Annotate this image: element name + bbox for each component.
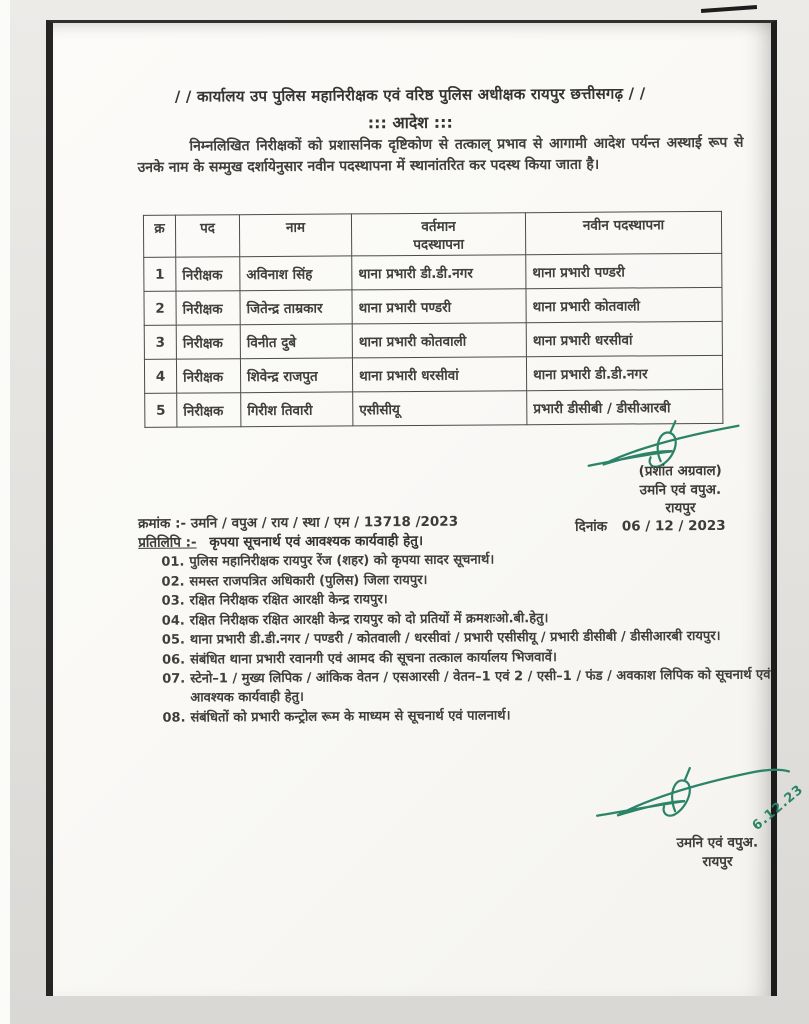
item-number: 03. <box>161 593 185 609</box>
table-row <box>144 287 722 325</box>
cell-name: गिरीश तिवारी <box>241 392 353 427</box>
item-text: संबंधितों को प्रभारी कन्ट्रोल रूम के माध्यम से सूचनार्थ एवं पालनार्थ। <box>190 707 511 726</box>
item-text: संबंधित थाना प्रभारी रवानगी एवं आमद की सूचना तत्काल कार्यालय भिजवावें। <box>189 649 557 668</box>
photo-left-strip <box>0 0 10 1024</box>
item-number: 05. <box>161 632 185 648</box>
top-edge-shadow <box>701 5 757 13</box>
table-row <box>144 253 722 291</box>
cell-new-posting: थाना प्रभारी डी.डी.नगर <box>526 355 722 390</box>
copy-to-line <box>138 531 423 551</box>
copy-to-label: प्रतिलिपि :- <box>138 534 197 551</box>
handwritten-date: 6.12.23 <box>749 782 807 834</box>
cell-new-posting: प्रभारी डीसीबी / डीसीआरबी <box>527 389 723 424</box>
intro-paragraph: निम्नलिखित निरीक्षकों को प्रशासनिक दृष्टिकोण से तत्काल् प्रभाव से आगामी आदेश पर्यन्त अस्थाई रूप से उनके नाम के सम्मुख दर्शायेनुसार नवीन पदस्थापना में स्थानांतरित कर पदस्थ किया जाता है। <box>137 134 744 176</box>
item-text: समस्त राजपत्रित अधिकारी (पुलिस) जिला रायपुर। <box>189 572 428 590</box>
signatory-name: (प्रशांत अग्रवाल) <box>638 462 722 480</box>
item-text: रक्षित निरीक्षक रक्षित आरक्षी केन्द्र रायपुर को दो प्रतियों में क्रमशःओ.बी.हेतु। <box>189 610 549 629</box>
col-header-post: पद <box>175 215 239 257</box>
cell-post: निरीक्षक <box>176 325 240 359</box>
cell-serial: 3 <box>144 325 176 359</box>
cell-new-posting: थाना प्रभारी कोतवाली <box>526 287 722 322</box>
cell-name: जितेन्द्र ताम्रकार <box>240 290 352 325</box>
reference-number-line: क्रमांक :- उमनि / वपुअ / राय / स्था / एम / 13718 /2023 <box>138 513 459 532</box>
cell-post: निरीक्षक <box>176 291 240 325</box>
item-number: 08. <box>162 710 186 726</box>
date-label: दिनांक <box>575 518 608 535</box>
office-header: / / कार्यालय उप पुलिस महानिरीक्षक एवं वरिष्ठ पुलिस अधीक्षक रायपुर छत्तीसगढ़ / / <box>174 84 646 106</box>
cell-current-posting: थाना प्रभारी कोतवाली <box>352 323 526 358</box>
signatory-place: रायपुर <box>665 500 696 517</box>
item-number: 01. <box>161 554 185 570</box>
cell-serial: 1 <box>144 257 176 291</box>
cell-name: अविनाश सिंह <box>240 256 352 291</box>
cell-current-posting: एसीसीयू <box>353 391 527 426</box>
item-text: रक्षित निरीक्षक रक्षित आरक्षी केन्द्र रायपुर। <box>189 592 388 609</box>
paper-sheet <box>46 20 807 996</box>
document-content <box>50 21 807 999</box>
col-header-serial: क्र <box>143 215 175 257</box>
transfer-table <box>143 211 723 428</box>
item-text: थाना प्रभारी डी.डी.नगर / पण्डरी / कोतवाली / धरसीवां / प्रभारी एसीसीयू / प्रभारी डीसीबी / डीसीआरबी रायपुर। <box>189 628 721 648</box>
item-text: पुलिस महानिरीक्षक रायपुर रेंज (शहर) को कृपया सादर सूचनार्थ। <box>189 552 495 570</box>
cell-new-posting: थाना प्रभारी धरसीवां <box>526 321 722 356</box>
cell-post: निरीक्षक <box>176 257 240 291</box>
cell-new-posting: थाना प्रभारी पण्डरी <box>526 253 722 288</box>
table-row <box>144 355 722 393</box>
col-header-current-posting <box>351 213 525 256</box>
item-number: 07. <box>162 671 186 687</box>
date-value: 06 / 12 / 2023 <box>621 517 726 535</box>
table-row <box>144 321 722 359</box>
copy-to-purpose: कृपया सूचनार्थ एवं आवश्यक कार्यवाही हेतु। <box>209 532 424 551</box>
signatory-designation: उमनि एवं वपुअ. <box>639 481 722 499</box>
bottom-signatory-designation: उमनि एवं वपुअ. <box>676 834 759 852</box>
cell-current-posting: थाना प्रभारी डी.डी.नगर <box>352 255 526 290</box>
list-item <box>162 704 782 727</box>
cell-post: निरीक्षक <box>176 359 240 393</box>
item-text: स्टेनो–1 / मुख्य लिपिक / आंकिक वेतन / एसआरसी / वेतन–1 एवं 2 / एसी–1 / फंड / अवकाश लिपिक को सूचनार्थ एवं आवश्यक कार्यवाही हेतु। <box>190 667 771 706</box>
table-header-row <box>143 211 721 257</box>
copy-recipient-list <box>161 548 782 727</box>
bottom-signatory-place: रायपुर <box>702 853 733 870</box>
item-number: 06. <box>161 652 186 668</box>
cell-name: विनीत दुबे <box>240 324 352 359</box>
order-title: ::: आदेश ::: <box>367 112 453 133</box>
col-header-name: नाम <box>239 214 351 257</box>
cell-post: निरीक्षक <box>177 393 241 427</box>
item-number: 02. <box>161 574 185 590</box>
col-header-new-posting: नवीन पदस्थापना <box>525 211 721 254</box>
cell-current-posting: थाना प्रभारी पण्डरी <box>352 289 526 324</box>
date-line <box>575 516 726 535</box>
cell-name: शिवेन्द्र राजपुत <box>240 358 352 393</box>
col-header-current-posting-label: वर्तमान पदस्थापना <box>413 218 465 253</box>
cell-current-posting: थाना प्रभारी धरसीवां <box>352 357 526 392</box>
cell-serial: 2 <box>144 291 176 325</box>
cell-serial: 4 <box>144 359 176 393</box>
cell-serial: 5 <box>145 393 177 427</box>
list-item <box>162 665 782 707</box>
item-number: 04. <box>161 613 185 629</box>
